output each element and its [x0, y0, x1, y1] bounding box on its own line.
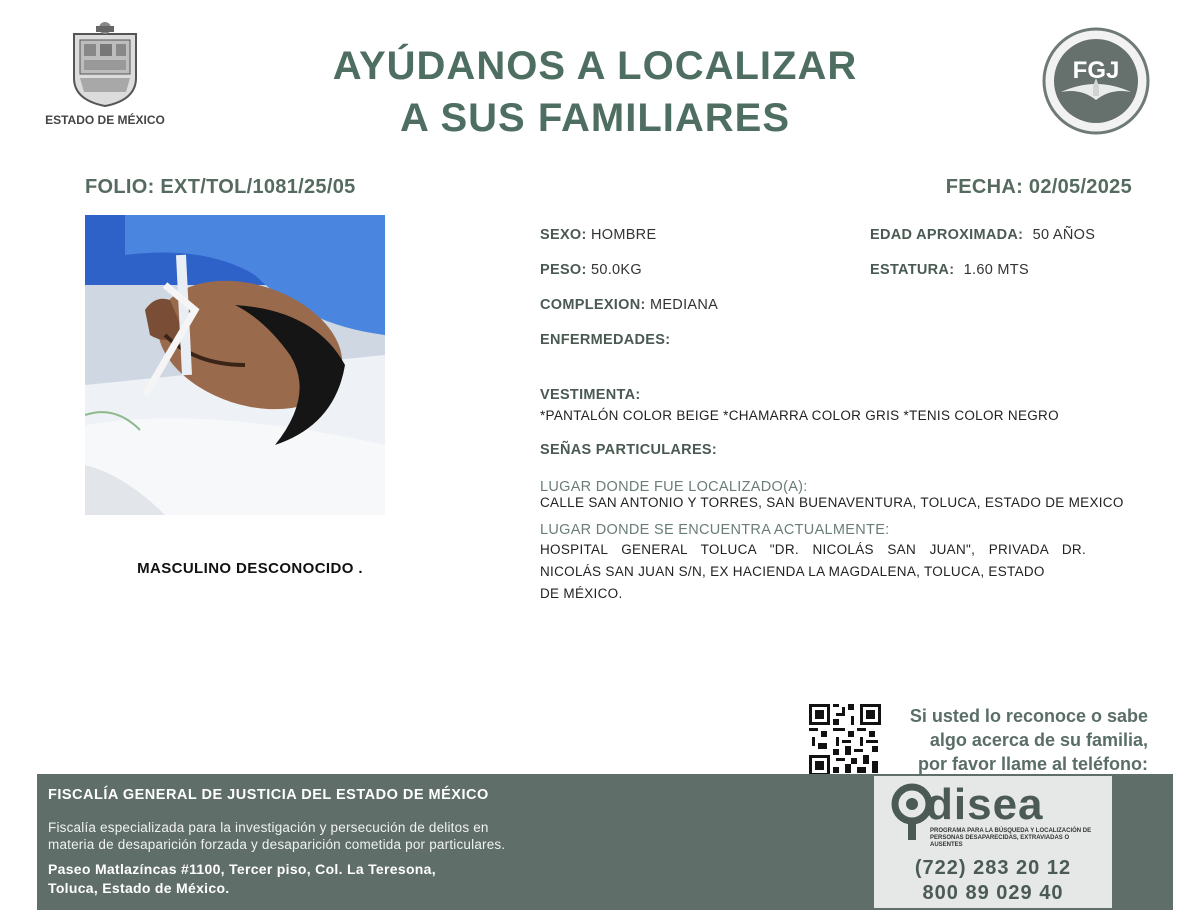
footer-address: [48, 860, 568, 898]
report-date: FECHA: 02/05/2025: [945, 176, 1132, 198]
cta-line-2: algo acerca de su familia,: [929, 730, 1148, 750]
title-line-2: A SUS FAMILIARES: [399, 96, 791, 140]
fgj-seal-icon: [1041, 26, 1151, 136]
estatura-label: ESTATURA:: [870, 262, 955, 278]
vestimenta-label: VESTIMENTA:: [540, 387, 641, 403]
footer-title: FISCALÍA GENERAL DE JUSTICIA DEL ESTADO DE MÉXICO: [48, 787, 489, 803]
footer-desc-line-1: Fiscalía especializada para la investigación y persecución de delitos en: [48, 820, 489, 835]
cta-line-3: por favor llame al teléfono:: [917, 754, 1148, 774]
title-line-1: AYÚDANOS A LOCALIZAR: [332, 44, 858, 88]
odisea-subtitle: PROGRAMA PARA LA BÚSQUEDA Y LOCALIZACIÓN DE PERSONAS DESAPARECIDAS, EXTRAVIADAS O AUSENTES: [930, 828, 1092, 848]
phone-number-local[interactable]: (722) 283 20 12: [914, 857, 1072, 879]
sexo-value: HOMBRE: [590, 227, 657, 243]
cta-line-1: Si usted lo reconoce o sabe: [909, 706, 1148, 726]
estatura-field: [870, 262, 1029, 278]
qr-code-icon[interactable]: [809, 704, 881, 776]
fgj-seal-text: FGJ: [1072, 57, 1120, 84]
lugar-actual-line-2: NICOLÁS SAN JUAN S/N, EX HACIENDA LA MAGDALENA, TOLUCA, ESTADO: [540, 564, 1045, 579]
sexo-field: [540, 227, 656, 243]
person-caption: MASCULINO DESCONOCIDO .: [137, 560, 363, 577]
complexion-label: COMPLEXION:: [540, 297, 646, 313]
enfermedades-label: ENFERMEDADES:: [540, 332, 671, 348]
peso-field: [540, 262, 642, 278]
lugar-actual-value: [540, 539, 1086, 605]
footer-description: [48, 819, 648, 853]
edad-label: EDAD APROXIMADA:: [870, 227, 1024, 243]
estado-de-mexico-coat-of-arms-icon: [66, 20, 144, 108]
lugar-actual-line-1: HOSPITAL GENERAL TOLUCA "DR. NICOLÁS SAN JUAN", PRIVADA DR.: [540, 542, 1086, 557]
sexo-label: SEXO:: [540, 227, 587, 243]
footer-addr-line-2: Toluca, Estado de México.: [48, 880, 230, 896]
edad-value: 50 AÑOS: [1032, 227, 1096, 243]
footer-desc-line-2: materia de desaparición forzada y desaparición cometida por particulares.: [48, 837, 506, 852]
odisea-logo-text: disea: [926, 780, 1044, 829]
enfermedades-field: [540, 332, 670, 348]
senas-label: SEÑAS PARTICULARES:: [540, 442, 718, 458]
lugar-actual-line-3: DE MÉXICO.: [540, 586, 623, 601]
edad-field: [870, 227, 1095, 243]
lugar-localizado-value: CALLE SAN ANTONIO Y TORRES, SAN BUENAVENTURA, TOLUCA, ESTADO DE MEXICO: [540, 495, 1124, 510]
lugar-actual-label: LUGAR DONDE SE ENCUENTRA ACTUALMENTE:: [540, 522, 890, 538]
lugar-localizado-label: LUGAR DONDE FUE LOCALIZADO(A):: [540, 479, 808, 495]
folio-number: FOLIO: EXT/TOL/1081/25/05: [85, 176, 356, 198]
page-title: [250, 40, 940, 144]
peso-value: 50.0KG: [590, 262, 642, 278]
estatura-value: 1.60 MTS: [963, 262, 1029, 278]
vestimenta-value: *PANTALÓN COLOR BEIGE *CHAMARRA COLOR GRIS *TENIS COLOR NEGRO: [540, 408, 1059, 423]
footer-addr-line-1: Paseo Matlazíncas #1100, Tercer piso, Col. La Teresona,: [48, 861, 436, 877]
peso-label: PESO:: [540, 262, 587, 278]
call-to-action: [878, 704, 1148, 776]
phone-number-tollfree[interactable]: 800 89 029 40: [922, 882, 1064, 904]
complexion-field: [540, 297, 718, 313]
person-photo: [85, 215, 385, 515]
complexion-value: MEDIANA: [649, 297, 719, 313]
state-name: ESTADO DE MÉXICO: [45, 113, 165, 127]
